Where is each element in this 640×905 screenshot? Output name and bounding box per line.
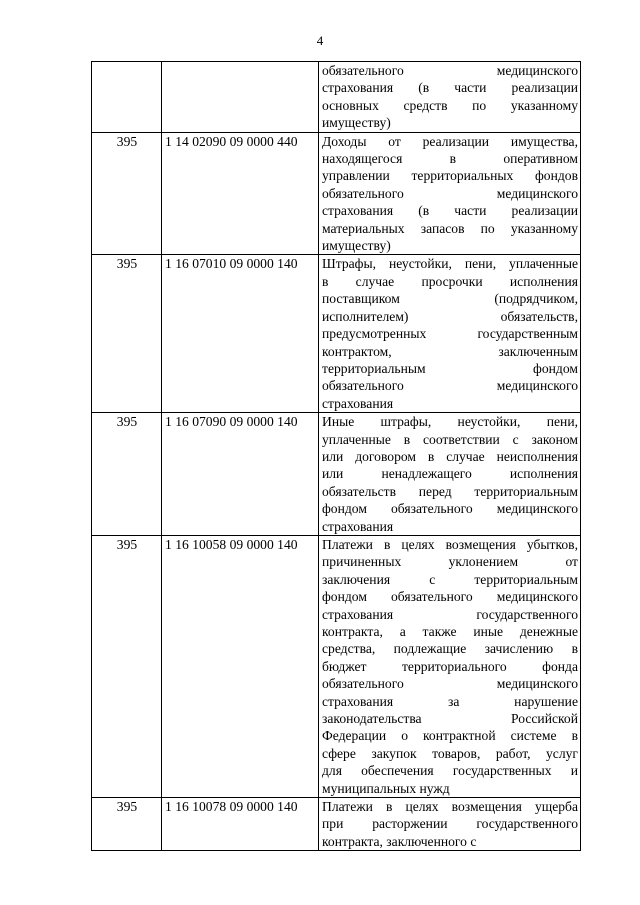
description-line: Доходы от реализации имущества,: [322, 133, 578, 149]
description-line: в случае просрочки исполнения: [322, 273, 578, 289]
description-line: фондом обязательного медицинского: [322, 501, 578, 517]
table-row: [92, 132, 581, 255]
budget-classification-code-cell: [162, 62, 319, 133]
description-line: законодательства Российской: [322, 711, 578, 727]
description-line: основных средств по указанному: [322, 97, 578, 113]
description-line: страхования государственного: [322, 606, 578, 622]
description-line: имуществу): [322, 238, 391, 254]
description-line: Иные штрафы, неустойки, пени,: [322, 414, 578, 430]
description-line: страхования (в части реализации: [322, 80, 578, 96]
description-line: страхования (в части реализации: [322, 203, 578, 219]
description-line: Платежи в целях возмещения ущерба: [322, 799, 578, 815]
revenue-description-cell: [319, 255, 581, 413]
description-line: обязательного медицинского: [322, 63, 578, 78]
table-row: [92, 255, 581, 413]
description-line: управлении территориальных фондов: [322, 168, 578, 184]
description-line: Платежи в целях возмещения убытков,: [322, 536, 578, 552]
description-line: уплаченные в соответствии с законом: [322, 431, 578, 447]
description-line: при расторжении государственного: [322, 816, 578, 832]
revenue-description-cell: [319, 132, 581, 255]
revenue-description-cell: [319, 413, 581, 536]
description-line: контракта, заключенного с: [322, 833, 477, 849]
table-row: [92, 62, 581, 133]
budget-classification-code-cell: 1 16 07090 09 0000 140: [162, 413, 319, 536]
description-line: страхования: [322, 518, 394, 534]
revenue-description-cell: [319, 535, 581, 797]
revenue-description-cell: [319, 798, 581, 851]
revenue-description-cell: [319, 62, 581, 133]
page-number: 4: [316, 33, 324, 48]
description-line: муниципальных нужд: [322, 780, 450, 796]
description-line: или договором в случае неисполнения: [322, 448, 578, 464]
description-line: средства, подлежащие зачислению в: [322, 641, 578, 657]
admin-code-cell: 395: [92, 132, 162, 255]
description-line: материальных запасов по указанному: [322, 220, 578, 236]
description-line: заключения с территориальным: [322, 571, 578, 587]
description-line: для обеспечения государственных и: [322, 763, 578, 779]
budget-classification-code-cell: 1 14 02090 09 0000 440: [162, 132, 319, 255]
budget-classification-code-cell: 1 16 10058 09 0000 140: [162, 535, 319, 797]
description-line: Федерации о контрактной системе в: [322, 728, 578, 744]
description-line: обязательного медицинского: [322, 676, 578, 692]
admin-code-cell: 395: [92, 798, 162, 851]
description-line: страхования: [322, 395, 394, 411]
description-line: обязательств перед территориальным: [322, 483, 578, 499]
description-line: или ненадлежащего исполнения: [322, 466, 578, 482]
description-line: бюджет территориального фонда: [322, 658, 578, 674]
description-line: контракта, а также иные денежные: [322, 624, 578, 639]
description-line: причиненных уклонением от: [322, 554, 578, 570]
description-line: имуществу): [322, 115, 391, 131]
description-line: фондом обязательного медицинского: [322, 589, 578, 605]
table-row: [92, 798, 581, 851]
table-row: [92, 535, 581, 797]
description-line: обязательного медицинского: [322, 185, 578, 201]
description-line: Штрафы, неустойки, пени, уплаченные: [322, 256, 578, 272]
description-line: находящегося в оперативном: [322, 151, 578, 167]
description-line: предусмотренных государственным: [322, 326, 578, 342]
admin-code-cell: [92, 62, 162, 133]
description-line: поставщиком (подрядчиком,: [322, 291, 578, 307]
table-row: [92, 413, 581, 536]
description-line: контрактом, заключенным: [322, 343, 578, 359]
admin-code-cell: 395: [92, 413, 162, 536]
admin-code-cell: 395: [92, 255, 162, 413]
budget-codes-table: [91, 61, 581, 851]
description-line: исполнителем) обязательств,: [322, 308, 578, 324]
description-line: сфере закупок товаров, работ, услуг: [322, 745, 578, 761]
budget-classification-code-cell: 1 16 07010 09 0000 140: [162, 255, 319, 413]
budget-classification-code-cell: 1 16 10078 09 0000 140: [162, 798, 319, 851]
description-line: страхования за нарушение: [322, 693, 578, 709]
admin-code-cell: 395: [92, 535, 162, 797]
description-line: обязательного медицинского: [322, 378, 578, 394]
description-line: территориальным фондом: [322, 360, 578, 376]
